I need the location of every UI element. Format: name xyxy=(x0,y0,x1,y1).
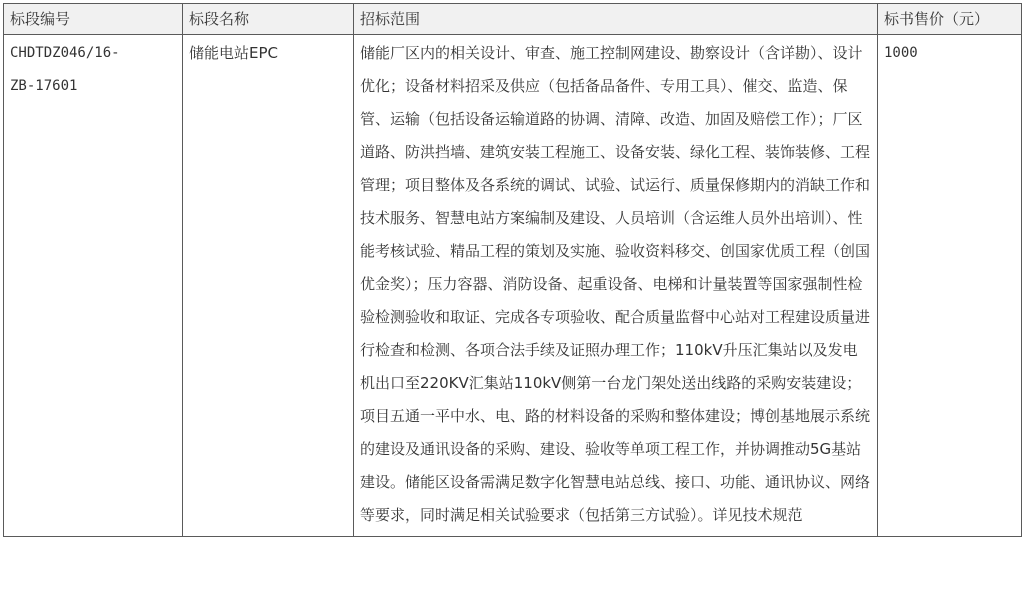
header-scope: 招标范围 xyxy=(354,4,878,35)
section-no-line-1: CHDTDZ046/16- xyxy=(10,45,120,61)
header-section-no: 标段编号 xyxy=(4,4,183,35)
table-row xyxy=(4,35,1022,537)
cell-section-name: 储能电站EPC xyxy=(183,35,354,537)
bid-section-table xyxy=(3,3,1022,537)
header-price: 标书售价（元） xyxy=(878,4,1022,35)
cell-price: 1000 xyxy=(878,35,1022,537)
section-no-line-2: ZB-17601 xyxy=(10,78,78,94)
header-row xyxy=(4,4,1022,35)
header-section-name: 标段名称 xyxy=(183,4,354,35)
cell-section-no xyxy=(4,35,183,537)
cell-scope: 储能厂区内的相关设计、审查、施工控制网建设、勘察设计（含详勘）、设计优化；设备材料招采及供应（包括备品备件、专用工具）、催交、监造、保管、运输（包括设备运输道路的协调、清障、改造、加固及赔偿工作）；厂区道路、防洪挡墙、建筑安装工程施工、设备安装、绿化工程、装饰装修、工程管理；项目整体及各系统的调试、试验、试运行、质量保修期内的消缺工作和技术服务、智慧电站方案编制及建设、人员培训（含运维人员外出培训）、性能考核试验、精品工程的策划及实施、验收资料移交、创国家优质工程（创国优金奖）；压力容器、消防设备、起重设备、电梯和计量装置等国家强制性检验检测验收和取证、完成各专项验收、配合质量监督中心站对工程建设质量进行检查和检测、各项合法手续及证照办理工作；110kV升压汇集站以及发电机出口至220KV汇集站110kV侧第一台龙门架处送出线路的采购安装建设；项目五通一平中水、电、路的材料设备的采购和整体建设；博创基地展示系统的建设及通讯设备的采购、建设、验收等单项工程工作，并协调推动5G基站建设。储能区设备需满足数字化智慧电站总线、接口、功能、通讯协议、网络等要求，同时满足相关试验要求（包括第三方试验）。详见技术规范 xyxy=(354,35,878,537)
table-header xyxy=(4,4,1022,35)
